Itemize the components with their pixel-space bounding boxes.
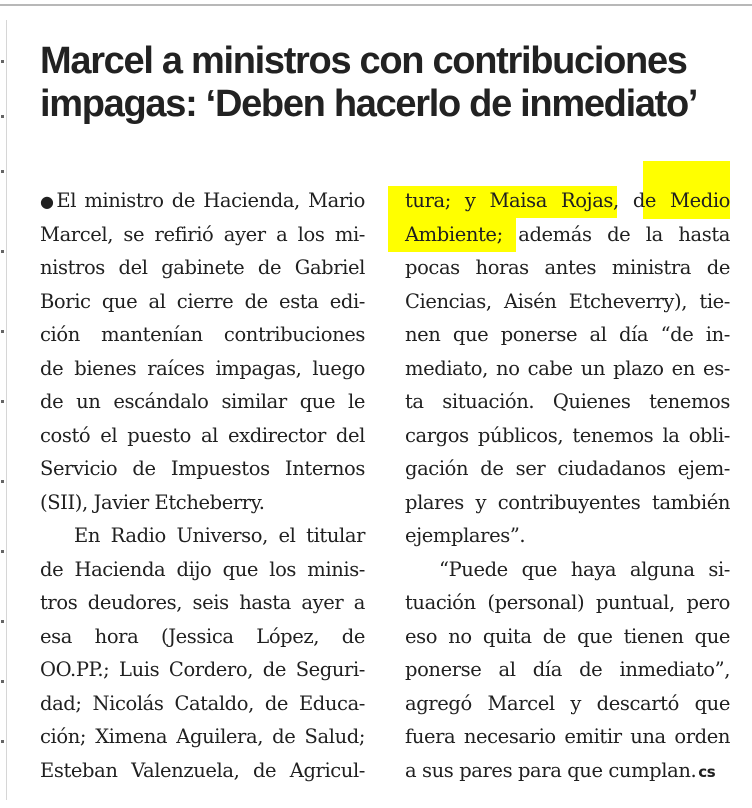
body-line: ●El ministro de Hacienda, Mario <box>40 189 365 212</box>
body-line: OO.PP.; Luis Cordero, de Seguri- <box>40 658 365 681</box>
body-line: Boric que al cierre de esta edi- <box>40 289 365 313</box>
body-line: tura; y Maisa Rojas, de Medio <box>405 189 730 212</box>
body-line: fuera necesario emitir una orden <box>405 725 730 748</box>
end-mark-icon: cs <box>698 762 716 781</box>
body-line: (SII), Javier Etcheberry. <box>40 490 265 514</box>
body-line: costó el puesto al exdirector del <box>40 423 365 447</box>
body-line: eso no quita de que tienen que <box>405 624 730 648</box>
body-line: ción; Ximena Aguilera, de Salud; <box>40 725 365 748</box>
body-line: de Hacienda dijo que los minis- <box>40 557 365 581</box>
body-line: mediato, no cabe un plazo en es- <box>405 356 730 380</box>
body-line: plares y contribuyentes también <box>405 490 730 514</box>
body-line: tuación (personal) puntual, pero <box>405 591 730 614</box>
headline-line-1: Marcel a ministros con contribuciones <box>40 40 687 82</box>
body-line: gación de ser ciudadanos ejem- <box>405 457 730 480</box>
body-line: Servicio de Impuestos Internos <box>40 457 365 480</box>
top-rule <box>0 4 752 6</box>
body-line: “Puede que haya alguna si- <box>439 557 730 581</box>
body-line: a sus pares para que cumplan. cs <box>405 758 716 782</box>
body-line: ejemplares”. <box>405 524 526 547</box>
body-line: ta situación. Quienes tenemos <box>405 390 730 413</box>
body-line: ponerse al día de inmediato”, <box>405 658 730 681</box>
adjacent-column-edge <box>0 20 7 800</box>
body-line: Esteban Valenzuela, de Agricul- <box>40 758 365 782</box>
body-line: Ambiente; además de la hasta <box>405 222 730 246</box>
article-column-right <box>405 184 730 787</box>
body-line: En Radio Universo, el titular <box>74 524 365 547</box>
article-column-left <box>40 184 365 787</box>
bullet-icon: ● <box>40 192 57 211</box>
body-line: nen que ponerse al día “de in- <box>405 323 730 346</box>
body-line: tros deudores, seis hasta ayer a <box>40 591 365 614</box>
body-line: pocas horas antes ministra de <box>405 256 730 279</box>
body-line: Ciencias, Aisén Etcheverry), tie- <box>405 289 730 313</box>
body-line: Marcel, se refirió ayer a los mi- <box>40 222 365 246</box>
body-line: ción mantenían contribuciones <box>40 323 365 346</box>
body-line: de bienes raíces impagas, luego <box>40 356 365 380</box>
body-line: de un escándalo similar que le <box>40 390 365 413</box>
body-line: agregó Marcel y descartó que <box>405 691 730 715</box>
body-line: esa hora (Jessica López, de <box>40 624 365 648</box>
body-line: cargos públicos, tenemos la obli- <box>405 423 730 447</box>
body-line: dad; Nicolás Cataldo, de Educa- <box>40 691 365 715</box>
headline <box>40 40 740 126</box>
body-line: nistros del gabinete de Gabriel <box>40 256 365 279</box>
headline-line-2: impagas: ‘Deben hacerlo de inmediato’ <box>40 83 698 125</box>
